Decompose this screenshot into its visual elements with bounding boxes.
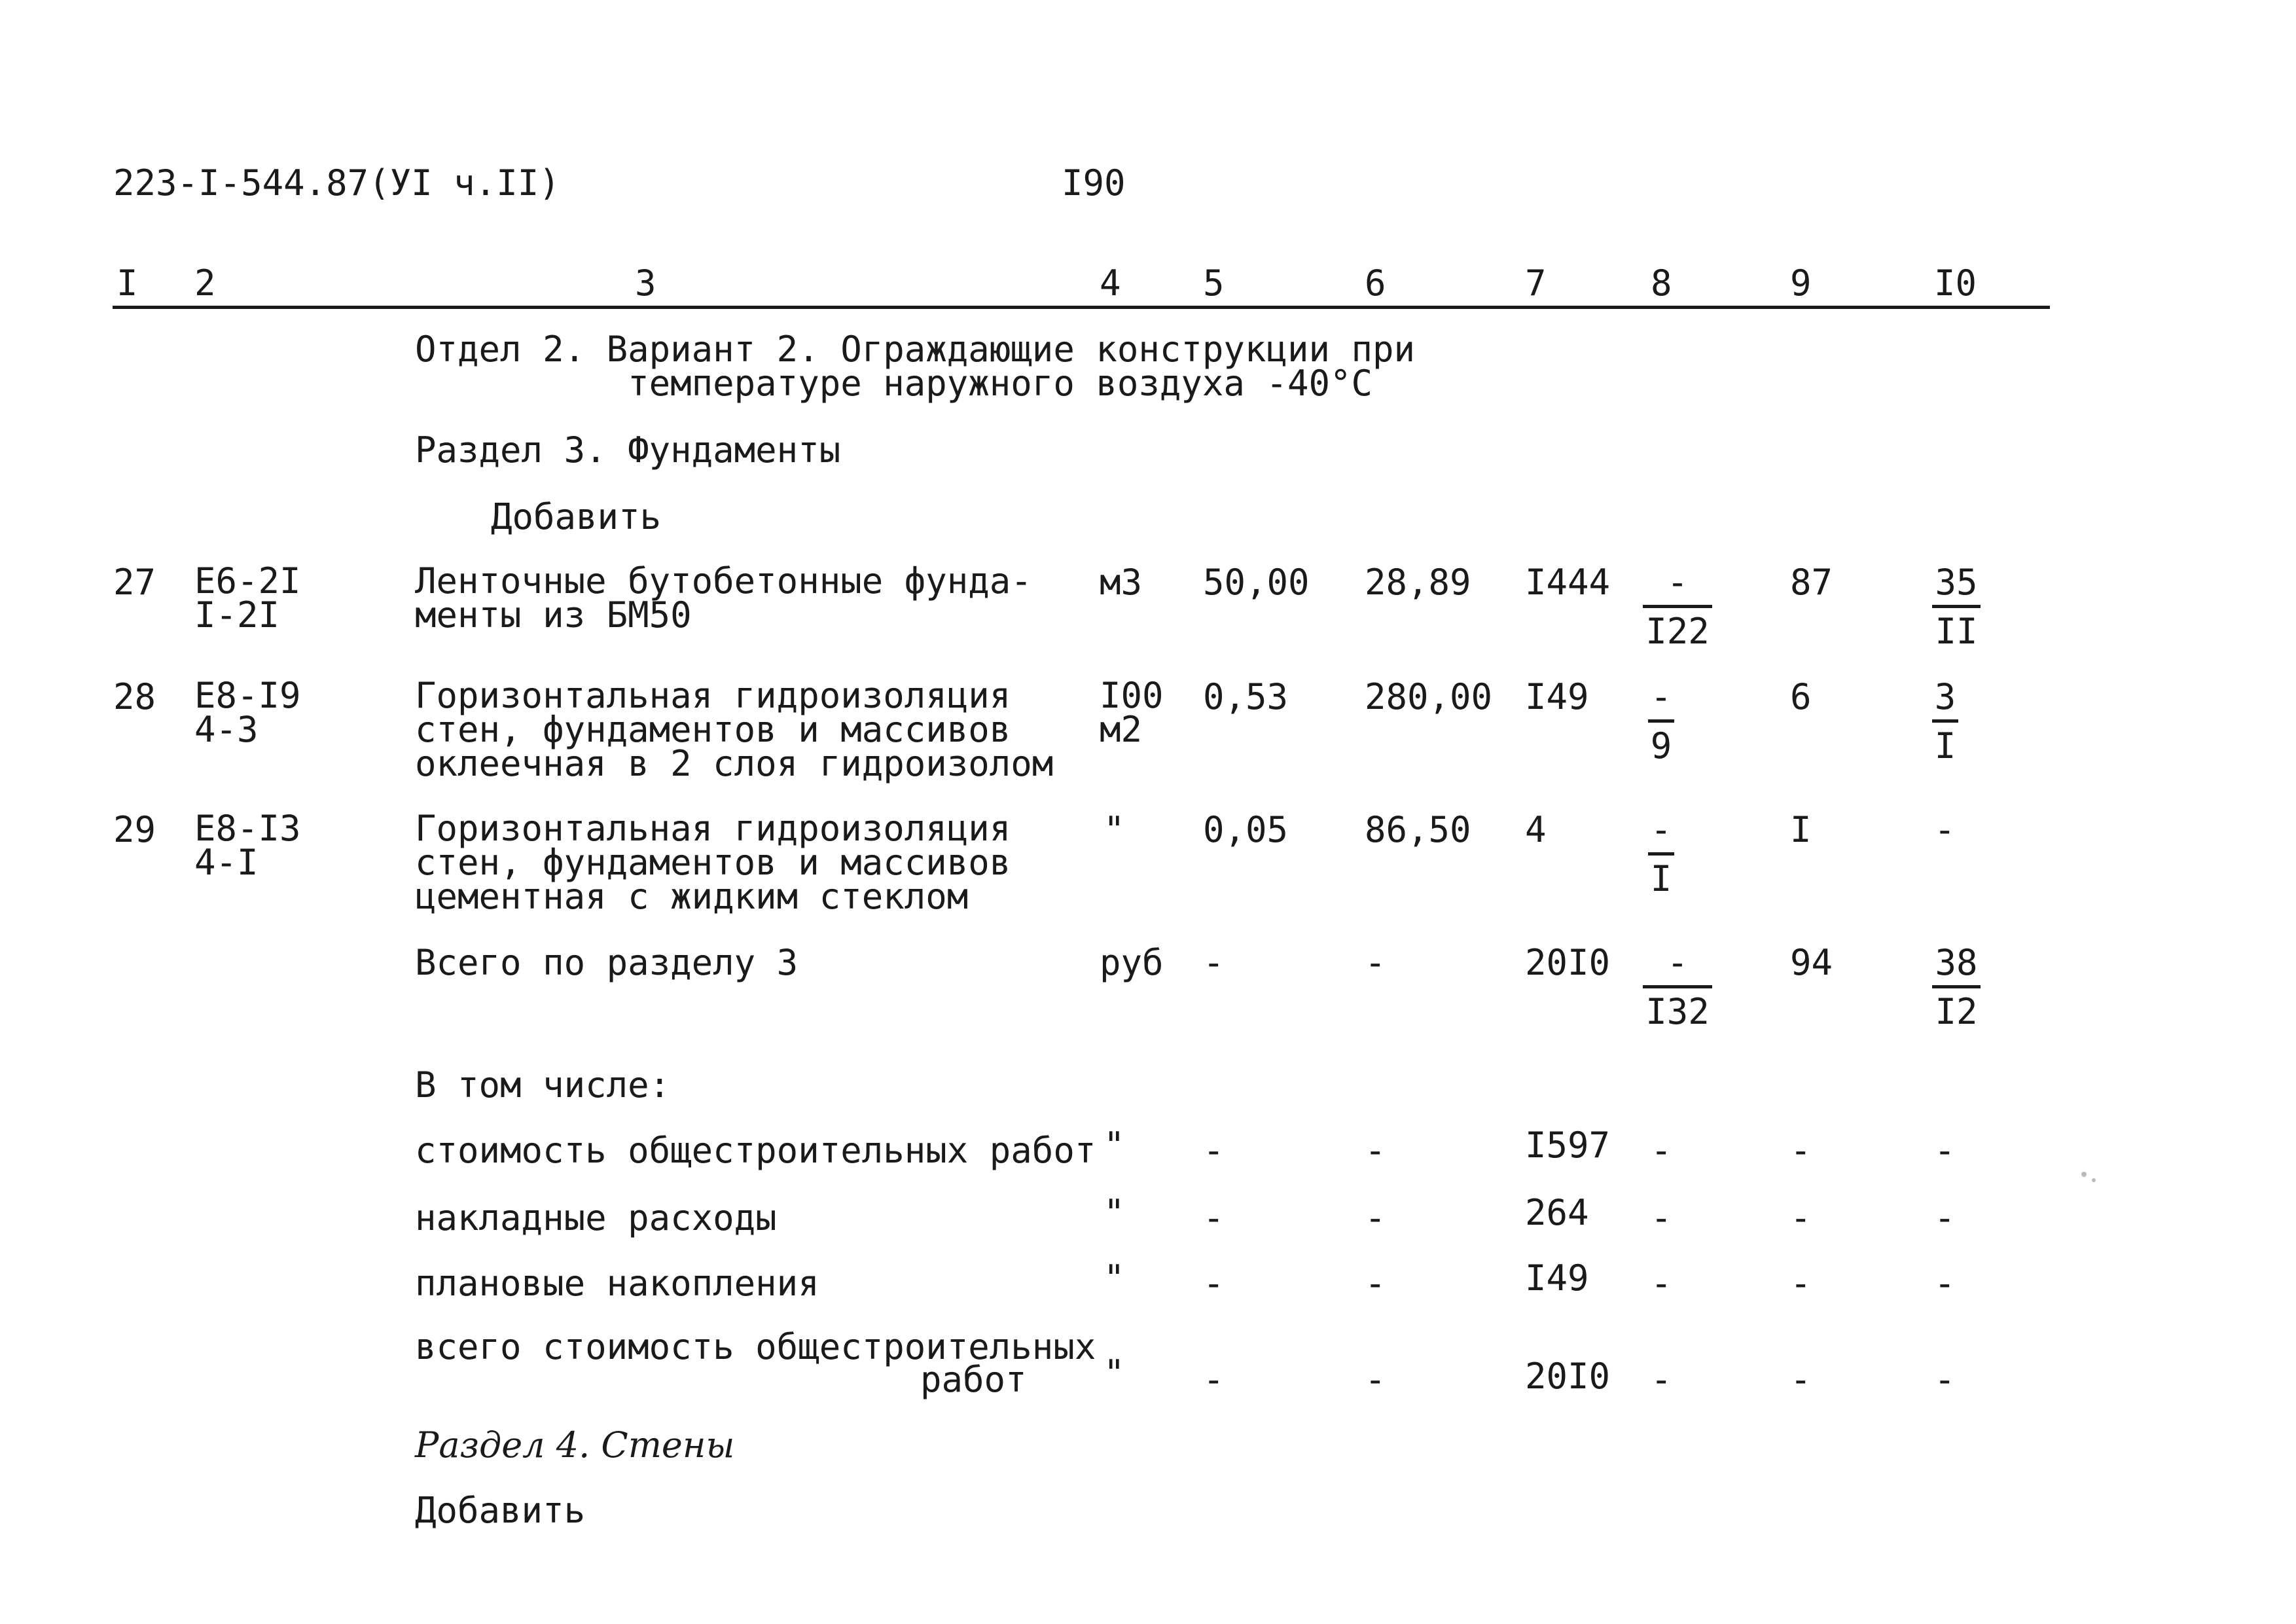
fraction-denominator: 9 — [1650, 725, 1672, 767]
section-4-title: Раздел 4. Стены — [415, 1424, 735, 1466]
unit-price: - — [1365, 1130, 1386, 1171]
col8-fraction — [1648, 809, 1674, 899]
col10-value: - — [1934, 1263, 1956, 1304]
quantity: - — [1203, 1197, 1225, 1238]
norm-code: Е8-I9 4-3 — [194, 675, 301, 750]
fraction-numerator: 35 — [1932, 564, 1981, 608]
unit-price: 86,50 — [1365, 809, 1471, 850]
quantity: 50,00 — [1203, 562, 1310, 603]
breakdown-label: накладные расходы — [415, 1197, 777, 1238]
col9-value: 87 — [1790, 562, 1833, 603]
unit-price: - — [1365, 1359, 1386, 1400]
breakdown-label: плановые накопления — [415, 1263, 819, 1304]
total-cost: 20I0 — [1525, 1356, 1611, 1397]
col10-fraction — [1932, 564, 1981, 650]
col8-value: - — [1651, 1263, 1672, 1304]
quantity: - — [1203, 942, 1225, 983]
fraction-denominator: I32 — [1645, 991, 1710, 1032]
scan-speck — [2092, 1178, 2096, 1182]
col-header-9: 9 — [1790, 262, 1812, 304]
fraction-denominator: I — [1650, 858, 1672, 899]
col9-value: 6 — [1790, 676, 1812, 717]
unit-price: - — [1365, 1263, 1386, 1304]
norm-code: Е8-I3 4-I — [194, 808, 301, 883]
norm-code: Е6-2I I-2I — [194, 560, 301, 636]
unit: I00 м2 — [1100, 675, 1164, 750]
breakdown-label-line2: работ — [920, 1359, 1027, 1400]
total-cost: I49 — [1525, 676, 1589, 717]
total-cost: I444 — [1525, 562, 1611, 603]
unit: " — [1103, 1125, 1125, 1166]
col9-value: - — [1790, 1263, 1812, 1304]
quantity: - — [1203, 1263, 1225, 1304]
col8-fraction — [1648, 676, 1674, 767]
col-header-4: 4 — [1100, 262, 1121, 304]
col9-value: - — [1790, 1197, 1812, 1238]
col9-value: I — [1790, 809, 1812, 850]
quantity: - — [1203, 1130, 1225, 1171]
unit: " — [1103, 809, 1125, 850]
col8-fraction — [1643, 942, 1712, 1032]
col10-value: - — [1934, 1130, 1956, 1171]
col10-fraction — [1932, 676, 1958, 767]
row-number: 28 — [113, 676, 156, 717]
fraction-numerator: 3 — [1932, 679, 1958, 723]
document-code: 223-I-544.87(УI ч.II) — [113, 162, 560, 204]
including-label: В том числе: — [415, 1064, 671, 1106]
unit-price: 28,89 — [1365, 562, 1471, 603]
total-cost: 20I0 — [1525, 942, 1611, 983]
col-header-10: I0 — [1934, 262, 1977, 304]
total-cost: 4 — [1525, 809, 1547, 850]
col9-value: - — [1790, 1359, 1812, 1400]
quantity: 0,05 — [1203, 809, 1289, 850]
col9-value: - — [1790, 1130, 1812, 1171]
unit: руб — [1100, 942, 1164, 983]
unit-price: - — [1365, 1197, 1386, 1238]
col8-value: - — [1651, 1130, 1672, 1171]
item-description: Горизонтальная гидроизоляция стен, фундаментов и массивов оклеечная в 2 слоя гидроизолом — [415, 675, 1054, 784]
fraction-denominator: II — [1935, 611, 1978, 652]
col8-fraction — [1643, 564, 1712, 650]
page-number: I90 — [1062, 162, 1126, 204]
unit: " — [1103, 1257, 1125, 1299]
unit: м3 — [1100, 562, 1143, 603]
col10-value: - — [1934, 1197, 1956, 1238]
col-header-2: 2 — [194, 262, 216, 304]
item-description: Горизонтальная гидроизоляция стен, фундаментов и массивов цементная с жидким стеклом — [415, 808, 1011, 917]
section-total-label: Всего по разделу 3 — [415, 942, 798, 983]
quantity: - — [1203, 1359, 1225, 1400]
total-cost: I49 — [1525, 1257, 1589, 1299]
section-3-title: Раздел 3. Фундаменты — [415, 429, 841, 471]
col-header-8: 8 — [1651, 262, 1672, 304]
breakdown-label: стоимость общестроительных работ — [415, 1130, 1096, 1171]
col-header-3: 3 — [635, 262, 656, 304]
total-cost: I597 — [1525, 1125, 1611, 1166]
row-number: 29 — [113, 809, 156, 850]
fraction-numerator: - — [1648, 812, 1674, 856]
fraction-denominator: I — [1934, 725, 1956, 767]
col9-value: 94 — [1790, 942, 1833, 983]
add-label-2: Добавить — [415, 1490, 586, 1531]
unit: " — [1103, 1352, 1125, 1394]
col-header-6: 6 — [1365, 262, 1386, 304]
fraction-numerator: - — [1648, 679, 1674, 723]
item-description: Ленточные бутобетонные фунда- менты из БМ50 — [415, 560, 1032, 636]
col10-value: - — [1934, 809, 1956, 850]
fraction-denominator: I22 — [1645, 611, 1710, 652]
unit-price: 280,00 — [1365, 676, 1493, 717]
fraction-numerator: - — [1643, 945, 1712, 988]
col8-value: - — [1651, 1359, 1672, 1400]
header-rule — [113, 306, 2050, 309]
col10-value: - — [1934, 1359, 1956, 1400]
col-header-7: 7 — [1525, 262, 1547, 304]
fraction-numerator: 38 — [1932, 945, 1981, 988]
total-cost: 264 — [1525, 1192, 1589, 1233]
col-header-1: I — [117, 262, 138, 304]
fraction-denominator: I2 — [1935, 991, 1978, 1032]
col-header-5: 5 — [1203, 262, 1225, 304]
quantity: 0,53 — [1203, 676, 1289, 717]
fraction-numerator: - — [1643, 564, 1712, 608]
unit-price: - — [1365, 942, 1386, 983]
scan-speck — [2081, 1172, 2087, 1177]
unit: " — [1103, 1192, 1125, 1233]
breakdown-label-line1: всего стоимость общестроительных — [415, 1326, 1096, 1367]
row-number: 27 — [113, 562, 156, 603]
col10-fraction — [1932, 942, 1981, 1032]
department-title: Отдел 2. Вариант 2. Ограждающие конструкции при температуре наружного воздуха -40°C — [415, 329, 1416, 404]
add-label: Добавить — [491, 496, 662, 537]
col8-value: - — [1651, 1197, 1672, 1238]
